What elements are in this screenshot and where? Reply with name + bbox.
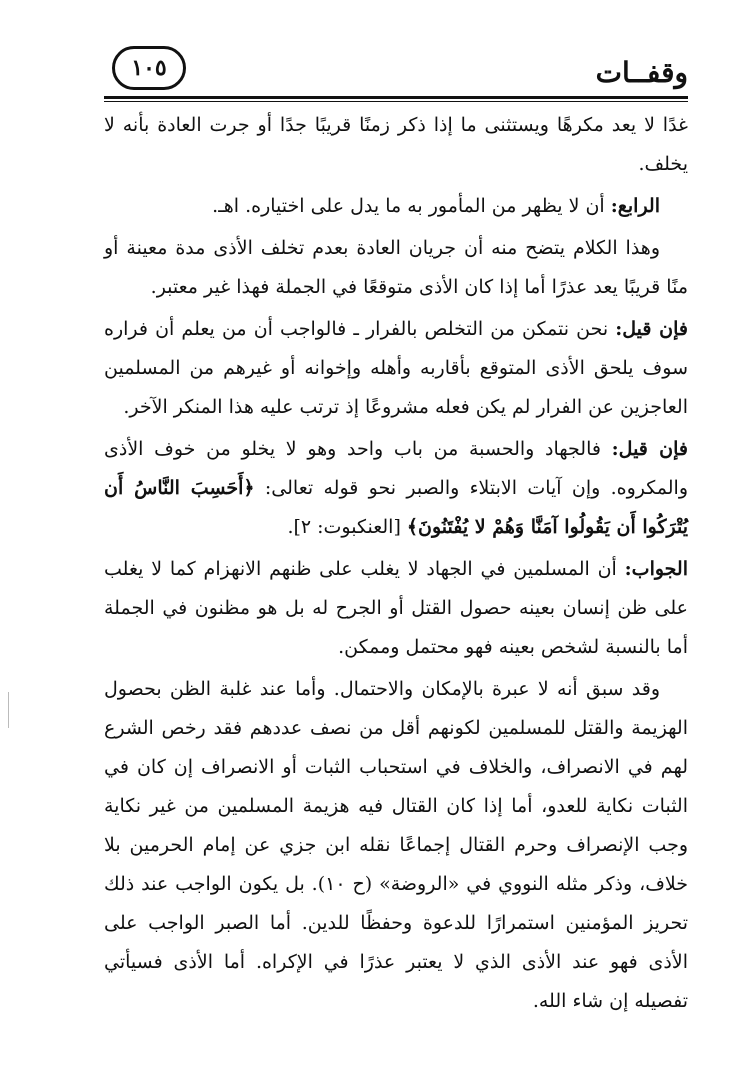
paragraph-1	[104, 106, 688, 184]
header-rule	[104, 96, 688, 99]
paragraph-text: نحن نتمكن من التخلص بالفرار ـ فالواجب أن من يعلم أن فراره سوف يلحق الأذى المتوقع بأقاربه وأهله وإخوانه أو غيرهم من المسلمين العاجزين عن الفرار لم يكن فعله مشروعًا إذ ترتب عليه هذا المنكر الآخر.	[104, 318, 688, 418]
paragraph-6	[104, 550, 688, 667]
paragraph-text: غدًا لا يعد مكرهًا ويستثنى ما إذا ذكر زمنًا قريبًا جدًا أو جرت العادة بأنه لا يخلف.	[104, 114, 688, 175]
paragraph-4	[104, 310, 688, 427]
paragraph-5	[104, 430, 688, 547]
page-number: ١٠٥	[131, 55, 167, 81]
paragraph-lead-label: فإن قيل:	[615, 318, 688, 340]
paragraph-lead-label: فإن قيل:	[611, 438, 688, 460]
paragraph-lead-label: الرابع:	[610, 195, 660, 217]
quran-verse: ﴿أَحَسِبَ النَّاسُ أَن يُتْرَكُوا أَن يَقُولُوا آمَنَّا وَهُمْ لا يُفْتَنُونَ﴾	[104, 477, 688, 538]
paragraph-text: أن لا يظهر من المأمور به ما يدل على اختياره. اهـ.	[212, 195, 611, 217]
page-number-frame	[112, 46, 186, 90]
header-rule-thin	[104, 101, 688, 102]
paragraph-text: أن المسلمين في الجهاد لا يغلب على ظنهم الانهزام كما لا يغلب على ظن إنسان بعينه حصول القتل أو الجرح له بل هو مظنون في الجملة أما بالنسبة لشخص بعينه فهو محتمل وممكن.	[104, 558, 688, 658]
verse-citation: [العنكبوت: ٢].	[287, 516, 407, 538]
paragraph-2	[104, 187, 688, 226]
body-text	[104, 106, 688, 1021]
paragraph-text: وهذا الكلام يتضح منه أن جريان العادة بعدم تخلف الأذى مدة معينة أو منًا قريبًا يعد عذرًا أما إذا كان الأذى متوقعًا في الجملة فهذا غير معتبر.	[104, 237, 688, 298]
paragraph-text: فالجهاد والحسبة من باب واحد وهو لا يخلو من خوف الأذى والمكروه. وإن آيات الابتلاء والصبر نحو قوله تعالى:	[104, 438, 688, 499]
paragraph-lead-label: الجواب:	[624, 558, 688, 580]
running-title: وقفــات	[595, 56, 688, 89]
paragraph-3	[104, 229, 688, 307]
margin-mark	[8, 692, 9, 728]
page-header	[104, 40, 688, 102]
paragraph-text: وقد سبق أنه لا عبرة بالإمكان والاحتمال. وأما عند غلبة الظن بحصول الهزيمة والقتل للمسلمين لكونهم أقل من نصف عددهم فقد رخص الشرع لهم في الانصراف، والخلاف في استحباب الثبات أو الانصراف إن كان في الثبات نكاية للعدو، أما إذا كان القتال فيه هزيمة المسلمين من غير نكاية وجب الإنصراف وحرم القتال إجماعًا نقله ابن جزي عن إمام الحرمين بلا خلاف، وذكر مثله النووي في «الروضة» (ح ١٠). بل يكون الواجب عند ذلك تحريز المؤمنين استمرارًا للدعوة وحفظًا للدين. أما الصبر الواجب على الأذى فهو عند الأذى الذي لا يعتبر عذرًا في الإكراه. أما الأذى فسيأتي تفصيله إن شاء الله.	[104, 678, 689, 1012]
paragraph-7	[104, 670, 688, 1021]
